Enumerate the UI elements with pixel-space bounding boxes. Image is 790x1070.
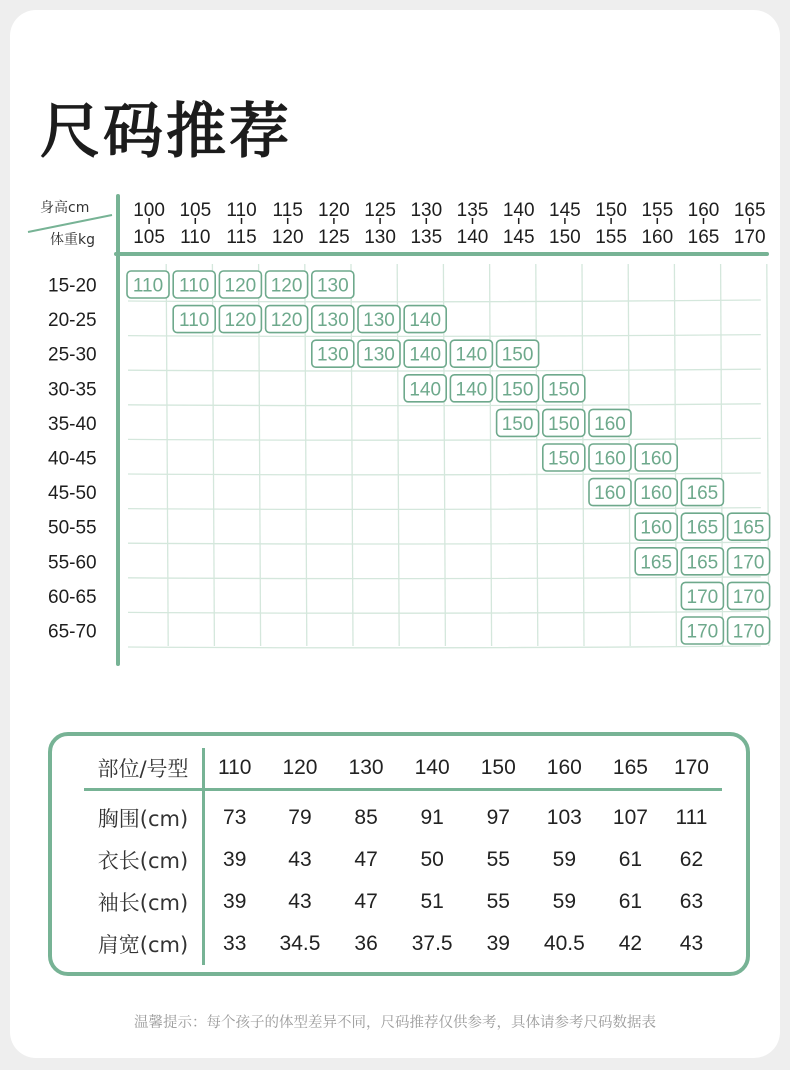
grid-vertical-line: [536, 264, 538, 646]
measurement-value: 37.5: [411, 932, 453, 955]
grid-row-line: [128, 611, 761, 613]
size-box-label: 110: [179, 275, 210, 297]
height-range-to: 130: [364, 227, 396, 248]
measurement-corner-label: 部位/号型: [84, 748, 204, 790]
measurement-value: 61: [618, 890, 643, 913]
measurement-row-label: 胸围(cm): [84, 790, 204, 840]
measurement-value: 62: [679, 848, 704, 871]
size-box-label: 140: [455, 344, 488, 366]
size-box-label: 165: [686, 517, 719, 539]
measurement-value: 61: [618, 848, 643, 871]
size-box-label: 165: [732, 517, 765, 539]
grid-row-line: [128, 646, 761, 648]
measurement-value: 42: [618, 932, 643, 955]
weight-range-label: 50-55: [48, 517, 97, 539]
height-range-to: 135: [410, 227, 443, 248]
size-column-header: 165: [600, 748, 661, 790]
size-box-label: 130: [316, 275, 349, 297]
measurement-value: 40.5: [543, 932, 585, 955]
size-box-label: 150: [547, 413, 580, 435]
size-box-label: 120: [224, 310, 257, 332]
height-range-to: 120: [271, 227, 304, 248]
measurement-value: 55: [486, 848, 510, 871]
measurement-value: 34.5: [279, 932, 321, 955]
size-box-label: 120: [270, 275, 303, 297]
size-box-label: 150: [547, 448, 580, 470]
measurement-table: [84, 748, 722, 965]
measurement-value: 43: [288, 890, 312, 913]
measurement-row: [84, 881, 722, 923]
measurement-value: 107: [612, 806, 648, 829]
size-box-label: 165: [686, 552, 719, 574]
measurement-value: 43: [679, 932, 704, 955]
page-title: 尺码推荐: [40, 97, 292, 167]
size-column-header: 110: [204, 748, 265, 790]
size-box-label: 170: [732, 621, 765, 643]
size-box-label: 140: [455, 379, 488, 401]
height-range-from: 110: [226, 200, 257, 221]
size-box-label: 160: [640, 517, 673, 539]
grid-vertical-line: [166, 264, 168, 646]
measurement-value: 39: [223, 848, 247, 871]
weight-range-label: 35-40: [48, 413, 97, 435]
size-box-label: 160: [594, 413, 626, 435]
size-box-label: 140: [409, 344, 442, 366]
grid-row-line: [128, 300, 761, 302]
weight-range-label: 30-35: [48, 379, 97, 401]
height-range-from: 140: [502, 200, 535, 221]
measurement-body: [84, 790, 722, 966]
height-range-to: 170: [733, 227, 766, 248]
measurement-value: 59: [552, 890, 576, 913]
size-column-header: 170: [661, 748, 722, 790]
measurement-value: 36: [354, 932, 378, 955]
size-box-label: 165: [686, 483, 719, 505]
tip-note: 温馨提示：每个孩子的体型差异不同，尺码推荐仅供参考，具体请参考尺码数据表: [134, 1015, 656, 1031]
weight-range-label: 40-45: [48, 448, 97, 470]
header-diagonal-line: [28, 215, 112, 232]
size-box-label: 170: [732, 552, 765, 574]
measurement-row: [84, 839, 722, 881]
weight-range-label: 25-30: [48, 344, 97, 366]
height-range-from: 135: [456, 200, 489, 221]
height-range-from: 100: [133, 200, 165, 221]
size-box-label: 130: [316, 310, 349, 332]
height-range-to: 150: [549, 227, 581, 248]
height-range-from: 115: [272, 200, 303, 221]
grid-vertical-line: [490, 264, 492, 646]
height-range-to: 110: [180, 227, 211, 248]
height-range-from: 125: [364, 200, 396, 221]
size-box-label: 130: [363, 310, 395, 332]
measurement-value: 73: [223, 806, 247, 829]
height-axis-label: 身高cm: [40, 200, 90, 216]
measurement-value: 111: [675, 806, 708, 829]
height-range-to: 125: [318, 227, 350, 248]
measurement-value: 63: [679, 890, 704, 913]
height-range-to: 140: [456, 227, 489, 248]
measurement-value: 79: [288, 806, 312, 829]
size-column-header: 120: [264, 748, 335, 790]
height-range-from: 105: [179, 200, 212, 221]
measurement-value: 59: [552, 848, 576, 871]
height-range-to: 115: [226, 227, 257, 248]
size-box-label: 165: [640, 552, 673, 574]
measurement-value: 50: [420, 848, 444, 871]
measurement-row-label: 袖长(cm): [84, 881, 204, 923]
weight-range-label: 60-65: [48, 586, 97, 608]
measurement-value: 47: [354, 848, 378, 871]
size-column-header: 150: [468, 748, 529, 790]
height-range-to: 160: [641, 227, 674, 248]
measurement-row-label: 衣长(cm): [84, 839, 204, 881]
weight-range-label: 20-25: [48, 310, 97, 332]
size-box-label: 150: [547, 379, 580, 401]
measurement-value: 39: [486, 932, 510, 955]
size-box-label: 150: [501, 344, 534, 366]
measurement-row: [84, 923, 722, 965]
size-box-label: 170: [686, 621, 719, 643]
weight-range-label: 15-20: [48, 275, 97, 297]
size-box-label: 110: [132, 275, 164, 297]
weight-axis-label: 体重kg: [50, 232, 95, 248]
measurement-header-row: [84, 748, 722, 790]
weight-range-label: 45-50: [48, 483, 97, 505]
size-box-label: 120: [270, 310, 303, 332]
size-box-label: 160: [594, 483, 626, 505]
measurement-value: 103: [546, 806, 582, 829]
measurement-panel: [48, 732, 750, 976]
size-box-label: 170: [732, 586, 765, 608]
size-box-label: 150: [501, 379, 534, 401]
height-range-to: 105: [133, 227, 165, 248]
height-range-from: 150: [595, 200, 627, 221]
size-box-label: 150: [501, 413, 534, 435]
size-guide-card: [10, 10, 780, 1058]
weight-range-label: 55-60: [48, 552, 97, 574]
measurement-value: 51: [420, 890, 444, 913]
measurement-value: 55: [486, 890, 510, 913]
measurement-value: 91: [420, 806, 444, 829]
measurement-value: 33: [223, 932, 247, 955]
size-box-label: 130: [316, 344, 349, 366]
size-box-label: 170: [686, 586, 719, 608]
size-box-label: 140: [409, 310, 442, 332]
size-box-label: 110: [179, 310, 210, 332]
height-range-to: 155: [595, 227, 627, 248]
height-range-from: 165: [733, 200, 766, 221]
measurement-value: 39: [223, 890, 247, 913]
size-column-header: 130: [336, 748, 397, 790]
height-range-from: 145: [549, 200, 581, 221]
size-box-label: 160: [594, 448, 626, 470]
measurement-value: 43: [288, 848, 312, 871]
height-range-from: 155: [641, 200, 674, 221]
size-box-label: 140: [409, 379, 442, 401]
measurement-value: 85: [354, 806, 378, 829]
height-range-from: 160: [687, 200, 720, 221]
size-box-label: 120: [224, 275, 257, 297]
height-range-to: 145: [502, 227, 535, 248]
height-range-to: 165: [687, 227, 720, 248]
size-box-label: 160: [640, 448, 673, 470]
size-column-header: 160: [529, 748, 600, 790]
size-recommendation-chart: [10, 10, 780, 670]
size-box-label: 130: [363, 344, 395, 366]
size-box-label: 160: [640, 483, 673, 505]
size-column-header: 140: [397, 748, 468, 790]
weight-range-label: 65-70: [48, 621, 97, 643]
measurement-row: [84, 790, 722, 840]
measurement-value: 47: [354, 890, 378, 913]
height-range-from: 130: [410, 200, 443, 221]
measurement-row-label: 肩宽(cm): [84, 923, 204, 965]
measurement-value: 97: [486, 806, 510, 829]
height-range-from: 120: [318, 200, 350, 221]
